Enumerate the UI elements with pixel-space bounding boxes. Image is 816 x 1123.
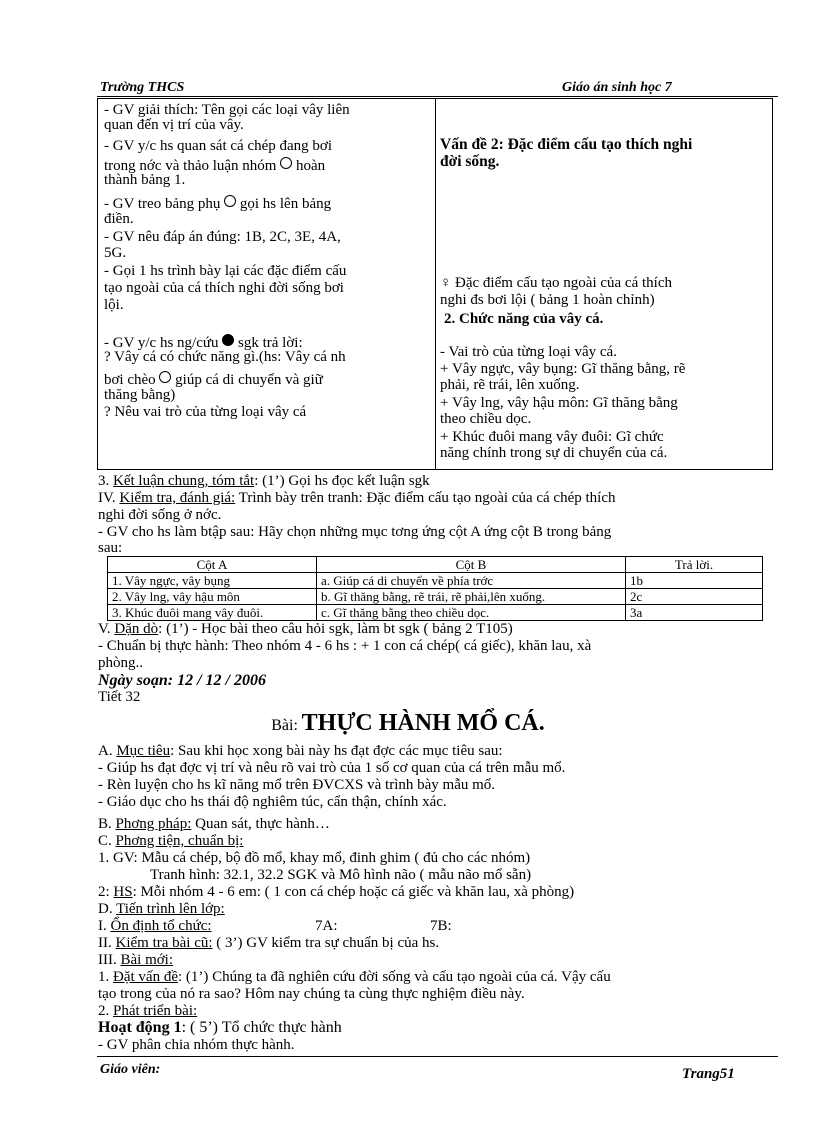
right-line: phải, rẽ trái, lên xuống. [440,377,580,393]
left-line [104,371,323,388]
title-text: THỰC HÀNH MỔ CÁ. [301,710,545,736]
materials-hs: 2: HS: Mỗi nhóm 4 - 6 em: ( 1 con cá chép hoặc cá giếc và khăn lau, xà phòng) [98,884,575,900]
intro-line: 1. Đặt vấn đề: (1’) Chúng ta đã nghiên cứu đời sống và cấu tạo ngoài của cá. Vậy cấu [98,969,611,985]
assessment-label: Kiểm tra, đánh giá: [119,490,236,506]
footer-rule [97,1056,778,1057]
materials-gv: 1. GV: Mẫu cá chép, bộ đồ mổ, khay mổ, đinh ghim ( đủ cho các nhóm) [98,850,531,866]
left-line-text: sgk trả lời: [238,335,303,351]
filled-circle-icon [222,334,234,346]
table-cell: 3. Khúc đuôi mang vây đuôi. [108,605,317,621]
footer-teacher: Giáo viên: [100,1062,161,1077]
right-line: theo chiều dọc. [440,411,532,427]
materials-label: Phơng tiện, chuẩn bị: [115,833,244,849]
left-line: ? Nêu vai trò của từng loại vây cá [104,404,307,420]
hs-label: HS [113,884,133,900]
right-line: + Vây lng, vây hậu môn: Gĩ thăng bằng [440,395,678,411]
activity-1-line: Hoạt động 1: ( 5’) Tổ chức thực hành [98,1019,342,1036]
left-line [104,195,331,212]
table-cell: 3a [626,605,763,621]
process-label: Tiến trình lên lớp: [116,901,225,917]
table-cell: 2. Vây lng, vây hậu môn [108,589,317,605]
table-cell: 1b [626,573,763,589]
assessment-line: IV. Kiểm tra, đánh giá: Trình bày trên tranh: Đặc điểm cấu tạo ngoài của cá chép thích [98,490,616,506]
lesson-title [0,710,816,737]
circle-icon [224,195,236,207]
assessment-line: sau: [98,540,123,556]
objective-item: - Giáo dục cho hs thái độ nghiêm túc, cẩn thận, chính xác. [98,794,447,810]
left-line: tạo ngoài của cá thích nghi đời sống bơi [104,280,344,296]
header-rule [97,96,778,97]
objective-item: - Rèn luyện cho hs kĩ năng mổ trên ĐVCXS và trình bày mẫu mổ. [98,777,496,793]
development-label: Phát triển bài: [113,1003,198,1019]
table-row [108,589,763,605]
left-line-text: bơi chèo [104,372,156,388]
answer-header: Trả lời. [626,557,763,573]
date-line: Ngày soạn: 12 / 12 / 2006 [98,672,266,689]
right-line: năng chính trong sự di chuyển của cá. [440,445,668,461]
table-row [108,605,763,621]
left-line: - Gọi 1 hs trình bày lại các đặc điểm cấu [104,263,347,279]
left-line: - GV giải thích: Tên gọi các loại vây liên [104,102,350,118]
materials-gv2: Tranh hình: 32.1, 32.2 SGK và Mô hình não ( mẫu não mổ sẵn) [150,867,532,883]
homework-label: Dặn dò [114,621,159,637]
right-line: - Vai trò của từng loại vây cá. [440,344,617,360]
header-school: Trường THCS [100,80,185,95]
right-line [440,276,672,291]
new-lesson-line: III. Bài mới: [98,952,174,968]
conclusion-line: 3. Kết luận chung, tóm tắt: (1’) Gọi hs đọc kết luận sgk [98,473,430,489]
intro-line: tạo trong của nó ra sao? Hôm nay chúng ta cùng thực nghiệm điều này. [98,986,525,1002]
review-label: Kiểm tra bài cũ: [115,935,213,951]
objectives-line: A. Mục tiêu: Sau khi học xong bài này hs đạt đợc các mục tiêu sau: [98,743,503,759]
class-a: 7A: [315,918,338,934]
lesson-number: Tiết 32 [98,689,141,705]
left-line: 5G. [104,245,127,261]
activity-1-label: Hoạt động 1 [98,1019,182,1036]
left-line: quan đến vị trí của vây. [104,117,244,133]
intro-label: Đặt vấn đề [113,969,178,985]
new-lesson-label: Bài mới: [120,952,174,968]
method-line: B. Phơng pháp: Quan sát, thực hành… [98,816,330,832]
circle-icon [159,371,171,383]
right-line: nghi đs bơi lội ( bảng 1 hoàn chỉnh) [440,292,655,308]
homework-line: V. Dặn dò: (1’) - Học bài theo câu hỏi sgk, làm bt sgk ( bảng 2 T105) [98,621,513,637]
left-line-text: - GV treo bảng phụ [104,196,221,212]
left-line: thành bảng 1. [104,172,186,188]
left-line-text: gọi hs lên bảng [239,196,332,212]
left-line: - GV nêu đáp án đúng: 1B, 2C, 3E, 4A, [104,229,341,245]
process-line: D. Tiến trình lên lớp: [98,901,225,917]
right-line-text: Đặc điểm cấu tạo ngoài của cá thích [455,275,672,291]
left-line-text: trong nớc và thảo luận nhóm [104,158,277,174]
left-line-text: - GV y/c hs ng/cứu [104,335,219,351]
right-subheading: 2. Chức năng của vây cá. [444,311,604,327]
left-line: điền. [104,211,134,227]
table-cell: a. Giúp cá di chuyển về phía trớc [317,573,626,589]
conclusion-label: Kết luận chung, tóm tắt [113,473,255,489]
col-a-header: Cột A [108,557,317,573]
header-subject: Giáo án sinh học 7 [562,80,672,95]
table-cell: 2c [626,589,763,605]
objectives-label: Mục tiêu [116,743,171,759]
development-line: 2. Phát triển bài: [98,1003,198,1019]
class-b: 7B: [430,918,452,934]
table-header-row [108,557,763,573]
homework-line: - Chuẩn bị thực hành: Theo nhóm 4 - 6 hs : + 1 con cá chép( cá giếc), khăn lau, xà [98,638,592,654]
circle-icon [280,157,292,169]
right-line: + Vây ngực, vây bụng: Gĩ thăng bằng, rẽ [440,361,686,377]
review-line: II. Kiểm tra bài cũ: ( 3’) GV kiểm tra sự chuẩn bị của hs. [98,935,440,951]
table-divider [435,99,436,469]
left-line: thăng bằng) [104,387,176,403]
leaf-icon: ♀ [440,275,452,291]
organization-line: I. Ổn định tổ chức: [98,918,212,934]
objective-item: - Giúp hs đạt đợc vị trí và nêu rõ vai trò của 1 số cơ quan của cá trên mẫu mổ. [98,760,566,776]
table-cell: 1. Vây ngực, vây bụng [108,573,317,589]
left-line-text: hoàn [295,158,326,174]
right-line: + Khúc đuôi mang vây đuôi: Gĩ chức [440,429,664,445]
col-b-header: Cột B [317,557,626,573]
assessment-line: - GV cho hs làm btập sau: Hãy chọn những mục tơng ứng cột A ứng cột B trong bảng [98,524,612,540]
left-line: ? Vây cá có chức năng gì.(hs: Vây cá nh [104,349,346,365]
right-heading: Vấn đề 2: Đặc điểm cấu tạo thích nghi [440,136,693,153]
left-line: lội. [104,297,124,313]
table-cell: b. Gĩ thăng bằng, rẽ trái, rẽ phải,lên xuống. [317,589,626,605]
assessment-line: nghi đời sống ở nớc. [98,507,222,523]
activity-1-task: - GV phân chia nhóm thực hành. [98,1037,295,1053]
materials-line: C. Phơng tiện, chuẩn bị: [98,833,244,849]
method-label: Phơng pháp: [115,816,192,832]
footer-page: Trang51 [682,1066,735,1082]
homework-line: phòng.. [98,655,143,671]
title-label: Bài: [271,717,298,734]
left-line-text: giúp cá di chuyển và giữ [175,372,323,388]
right-heading: đời sống. [440,153,500,170]
matching-table [107,556,763,621]
organization-label: Ổn định tổ chức: [110,918,212,934]
table-row [108,573,763,589]
table-cell: c. Gĩ thăng bằng theo chiều dọc. [317,605,626,621]
left-line: - GV y/c hs quan sát cá chép đang bơi [104,138,333,154]
